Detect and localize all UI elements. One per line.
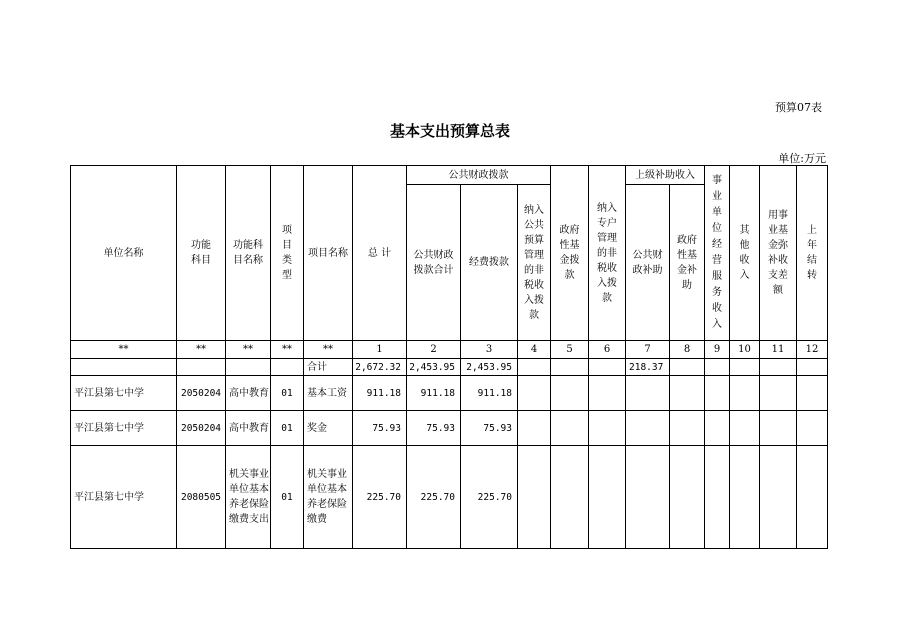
header-public-fiscal: 公共财政拨款 (407, 166, 551, 185)
header-special-nontax (589, 166, 626, 341)
row-func (226, 446, 271, 549)
row-unit: 平江县第七中学 (71, 411, 177, 446)
row-total: 911.18 (353, 376, 407, 411)
header-pf-total-text: 公共财政拨款合计 (413, 249, 454, 276)
total-carryover (797, 359, 828, 376)
index-cell: ** (226, 341, 271, 359)
row-unit: 平江县第七中学 (71, 376, 177, 411)
header-func-name-text: 功能科目名称 (233, 240, 263, 266)
unit-label: 单位:万元 (778, 152, 826, 165)
row-fund-offset (760, 376, 797, 411)
row-business (705, 411, 730, 446)
row-gov-fund (551, 446, 589, 549)
row-pf-total: 225.70 (407, 446, 461, 549)
row-pf-nontax (518, 411, 551, 446)
total-special-nontax (589, 359, 626, 376)
row-fund-offset (760, 446, 797, 549)
header-proj-name: 项目名称 (304, 166, 353, 341)
header-gov-fund-text: 政府性基金拨款 (559, 225, 580, 281)
header-pf-nontax-text: 纳入公共预算管理的非税收入拨款 (524, 204, 544, 321)
page-title: 基本支出预算总表 (389, 122, 510, 140)
row-project-text: 基本工资 (307, 387, 347, 399)
row-sup-gov-fund (670, 446, 705, 549)
header-sup-gov-fund (670, 185, 705, 341)
total-pf-nontax (518, 359, 551, 376)
header-total: 总 计 (353, 166, 407, 341)
row-func (226, 376, 271, 411)
form-number: 预算07表 (775, 101, 822, 114)
row-pf-expense: 75.93 (461, 411, 518, 446)
index-cell: 6 (589, 341, 626, 359)
row-sup-gov-fund (670, 376, 705, 411)
row-code: 2050204 (177, 376, 226, 411)
header-func-code (177, 166, 226, 341)
total-sup-public: 218.37 (626, 359, 670, 376)
header-sup-gov-fund-text: 政府性基金补助 (677, 234, 698, 291)
header-other-income (730, 166, 760, 341)
total-total: 2,672.32 (353, 359, 407, 376)
header-func-code-text: 功能科目 (191, 240, 211, 266)
row-type: 01 (271, 411, 304, 446)
table-row (71, 411, 828, 446)
total-fund-offset (760, 359, 797, 376)
row-pf-expense: 225.70 (461, 446, 518, 549)
row-unit: 平江县第七中学 (71, 446, 177, 549)
row-pf-expense: 911.18 (461, 376, 518, 411)
index-cell: 11 (760, 341, 797, 359)
total-code (177, 359, 226, 376)
row-pf-nontax (518, 376, 551, 411)
header-gov-fund (551, 166, 589, 341)
row-project-text: 机关事业单位基本养老保险缴费 (307, 469, 347, 525)
row-project (304, 446, 353, 549)
row-sup-public (626, 446, 670, 549)
row-business (705, 446, 730, 549)
index-cell: ** (177, 341, 226, 359)
total-unit (71, 359, 177, 376)
row-special-nontax (589, 376, 626, 411)
row-carryover (797, 376, 828, 411)
header-other-income-text: 其他收入 (739, 225, 750, 281)
total-gov-fund (551, 359, 589, 376)
index-cell: 8 (670, 341, 705, 359)
row-other (730, 446, 760, 549)
header-row-1 (71, 166, 828, 185)
index-cell: ** (304, 341, 353, 359)
header-pf-total (407, 185, 461, 341)
row-fund-offset (760, 411, 797, 446)
table-row (71, 446, 828, 549)
total-business (705, 359, 730, 376)
index-cell: 10 (730, 341, 760, 359)
header-business-income-text: 事业单位经营服务收入 (712, 175, 723, 330)
total-pf-expense: 2,453.95 (461, 359, 518, 376)
index-cell: 9 (705, 341, 730, 359)
header-func-name (226, 166, 271, 341)
total-label: 合计 (304, 359, 353, 376)
row-func-text: 高中教育 (229, 422, 269, 434)
budget-table (70, 165, 828, 549)
index-row (71, 341, 828, 359)
row-project: 奖金 (304, 411, 353, 446)
row-carryover (797, 446, 828, 549)
header-sup-public (626, 185, 670, 341)
index-cell: 2 (407, 341, 461, 359)
row-special-nontax (589, 446, 626, 549)
row-pf-total: 75.93 (407, 411, 461, 446)
index-cell: 5 (551, 341, 589, 359)
row-total: 75.93 (353, 411, 407, 446)
row-gov-fund (551, 411, 589, 446)
header-proj-type (271, 166, 304, 341)
row-pf-nontax (518, 446, 551, 549)
header-sup-public-text: 公共财政补助 (632, 249, 663, 276)
row-sup-public (626, 376, 670, 411)
row-func-text: 高中教育 (229, 387, 269, 399)
row-other (730, 376, 760, 411)
row-func (226, 411, 271, 446)
table-row (71, 376, 828, 411)
row-type: 01 (271, 376, 304, 411)
header-unit-name: 单位名称 (71, 166, 177, 341)
row-gov-fund (551, 376, 589, 411)
header-fund-offset-text: 用事业基金弥补收支差额 (768, 210, 789, 296)
total-other (730, 359, 760, 376)
row-business (705, 376, 730, 411)
header-fund-offset (760, 166, 797, 341)
index-cell: 4 (518, 341, 551, 359)
row-func-text: 机关事业单位基本养老保险缴费支出 (229, 469, 269, 525)
total-sup-gov-fund (670, 359, 705, 376)
index-cell: ** (271, 341, 304, 359)
header-superior: 上级补助收入 (626, 166, 705, 185)
row-type: 01 (271, 446, 304, 549)
header-pf-nontax (518, 185, 551, 341)
total-row (71, 359, 828, 376)
header-business-income (705, 166, 730, 341)
index-cell: 7 (626, 341, 670, 359)
header-carryover (797, 166, 828, 341)
index-cell: ** (71, 341, 177, 359)
row-total: 225.70 (353, 446, 407, 549)
index-cell: 1 (353, 341, 407, 359)
index-cell: 12 (797, 341, 828, 359)
header-carryover-text: 上年结转 (807, 225, 818, 281)
header-pf-expense: 经费拨款 (461, 185, 518, 341)
row-other (730, 411, 760, 446)
header-proj-type-text: 项目类型 (282, 225, 292, 281)
row-special-nontax (589, 411, 626, 446)
index-cell: 3 (461, 341, 518, 359)
row-pf-total: 911.18 (407, 376, 461, 411)
row-sup-gov-fund (670, 411, 705, 446)
total-pf-total: 2,453.95 (407, 359, 461, 376)
row-code: 2080505 (177, 446, 226, 549)
row-carryover (797, 411, 828, 446)
row-project (304, 376, 353, 411)
header-special-nontax-text: 纳入专户管理的非税收入拨款 (597, 202, 618, 304)
total-func (226, 359, 271, 376)
total-type (271, 359, 304, 376)
row-sup-public (626, 411, 670, 446)
row-code: 2050204 (177, 411, 226, 446)
